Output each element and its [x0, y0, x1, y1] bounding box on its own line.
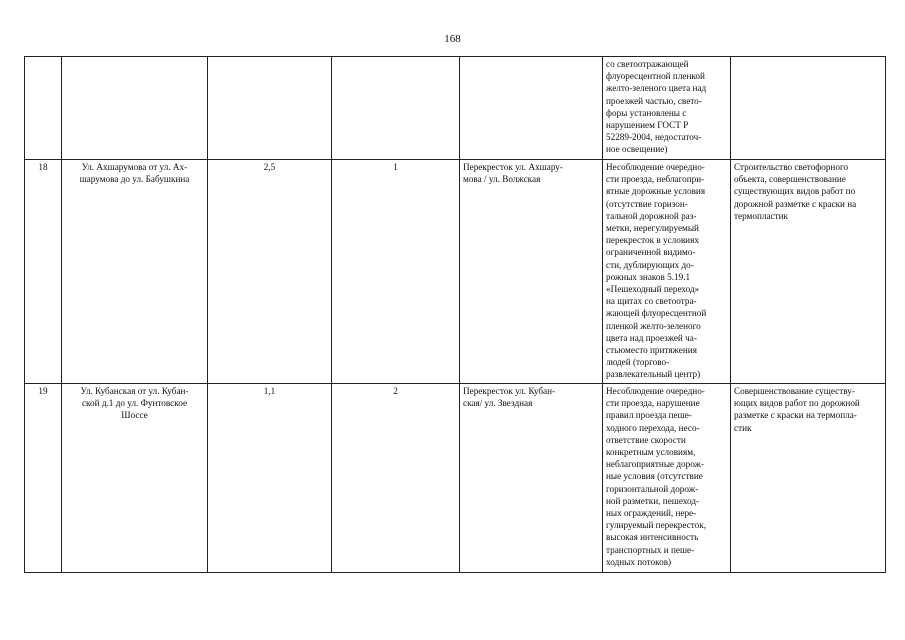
cell-length: 2,5: [208, 160, 332, 384]
cell-accidents: 1: [332, 160, 460, 384]
cell-street: [62, 57, 208, 160]
cell-location: Перекресток ул. Ахшару- мова / ул. Волжская: [460, 160, 603, 384]
cell-num: 19: [25, 384, 62, 573]
cell-accidents: 2: [332, 384, 460, 573]
cell-measures: Совершенствование существу- ющих видов работ по дорожной разметке с краски на термопла- стик: [731, 384, 886, 573]
page-number: 168: [444, 33, 461, 45]
accident-sites-table: [24, 56, 886, 573]
cell-measures: [731, 57, 886, 160]
cell-measures: Строительство светофорного объекта, совершенствование существующих видов работ по дорожной разметке с краски на термопластик: [731, 160, 886, 384]
cell-num: 18: [25, 160, 62, 384]
cell-accidents: [332, 57, 460, 160]
table-row: [25, 160, 886, 384]
table-row-continued: [25, 57, 886, 160]
cell-street: Ул. Ахшарумова от ул. Ах- шарумова до ул. Бабушкина: [62, 160, 208, 384]
cell-length: [208, 57, 332, 160]
table-row: [25, 384, 886, 573]
cell-length: 1,1: [208, 384, 332, 573]
cell-street: Ул. Кубанская от ул. Кубан- ской д.1 до ул. Фунтовское Шоссе: [62, 384, 208, 573]
cell-location: [460, 57, 603, 160]
cell-cause: Несоблюдение очередно- сти проезда, неблагопри- ятные дорожные условия (отсутствие горизон- тальной дорожной раз- метки, нерегулируемый перекресток в условиях ограниченной видимо- сти, дублирующих до- рожных знаков 5.19.1 «Пешеходный переход» на щитах со светоотра- жающей флуоресцентной пленкой желто-зеленого цвета над проезжей ча- стьюместо притяжения людей (торгово- развлекательный центр): [603, 160, 731, 384]
cell-cause: со светоотражающей флуоресцентной пленкой желто-зеленого цвета над проезжей частью, свето- форы установлены с нарушением ГОСТ Р 52289-2004, недостаточ- ное освещение): [603, 57, 731, 160]
cell-num: [25, 57, 62, 160]
cell-cause: Несоблюдение очередно- сти проезда, нарушение правил проезда пеше- ходного перехода, несо- ответствие скорости конкретным условиям, неблагоприятные дорож- ные условия (отсутствие горизонтальной дорож- ной разметки, пешеход- ных ограждений, нере- гулируемый перекресток, высокая интенсивность транспортных и пеше- ходных потоков): [603, 384, 731, 573]
cell-location: Перекресток ул. Кубан- ская/ ул. Звездная: [460, 384, 603, 573]
